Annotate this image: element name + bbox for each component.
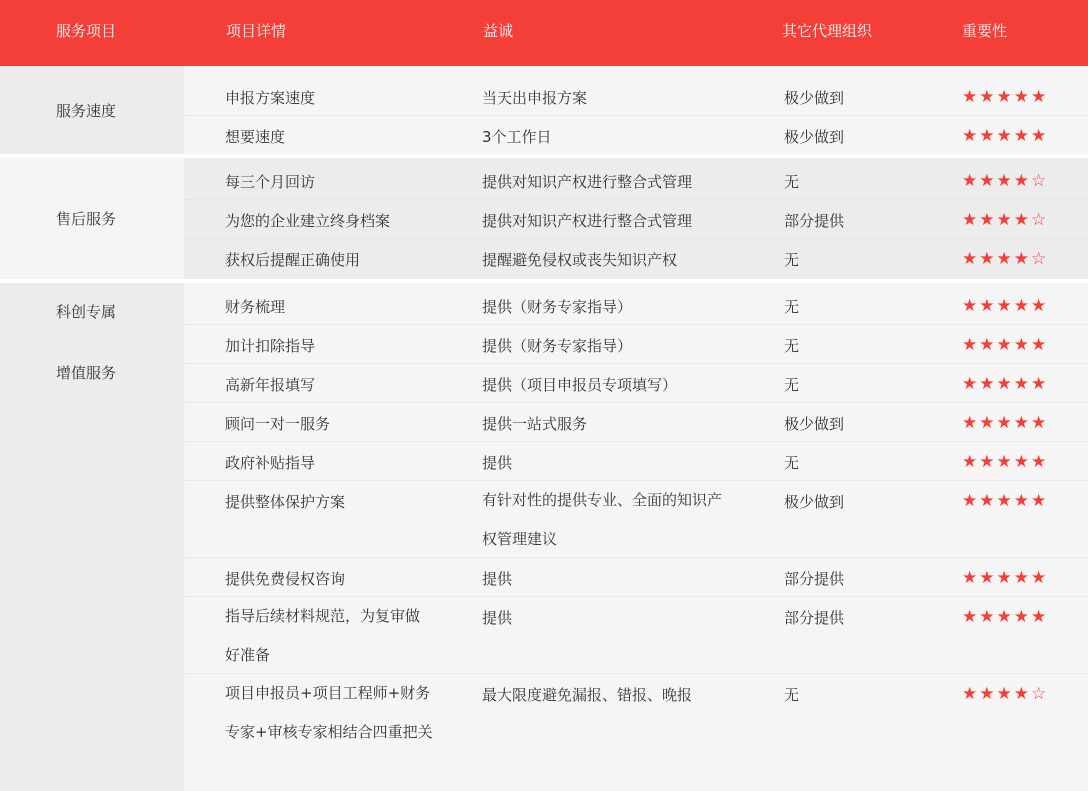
group-label bbox=[0, 158, 184, 279]
star-rating-icon: ★★★★★ bbox=[962, 452, 1049, 472]
header-detail: 项目详情 bbox=[226, 22, 287, 40]
row-others: 极少做到 bbox=[784, 128, 845, 146]
row-yicheng: 当天出申报方案 bbox=[482, 89, 588, 107]
row-detail: 提供免费侵权咨询 bbox=[225, 570, 346, 588]
table-row bbox=[184, 674, 1088, 790]
table-row bbox=[184, 558, 1088, 597]
row-yicheng: 提醒避免侵权或丧失知识产权 bbox=[482, 251, 678, 269]
table-row bbox=[184, 442, 1088, 481]
header-service: 服务项目 bbox=[56, 22, 117, 40]
group-service-speed bbox=[0, 66, 1088, 154]
star-rating-icon: ★★★★☆ bbox=[962, 249, 1049, 269]
row-yicheng: 提供（项目申报员专项填写） bbox=[482, 376, 678, 394]
row-detail: 顾问一对一服务 bbox=[225, 415, 331, 433]
row-detail: 指导后续材料规范，为复审做好准备 bbox=[225, 607, 421, 664]
row-yicheng: 最大限度避免漏报、错报、晚报 bbox=[482, 686, 693, 704]
row-others: 部分提供 bbox=[784, 609, 845, 627]
row-others: 无 bbox=[784, 337, 800, 355]
star-rating-icon: ★★★★★ bbox=[962, 413, 1049, 433]
row-others: 无 bbox=[784, 251, 800, 269]
table-row bbox=[184, 239, 1088, 277]
table-row bbox=[184, 77, 1088, 116]
star-rating-icon: ★★★★★ bbox=[962, 607, 1049, 627]
header-yicheng: 益诚 bbox=[483, 22, 514, 40]
star-rating-icon: ★★★★☆ bbox=[962, 210, 1049, 230]
row-yicheng: 有针对性的提供专业、全面的知识产权管理建议 bbox=[482, 491, 723, 548]
star-rating-icon: ★★★★☆ bbox=[962, 171, 1049, 191]
star-rating-icon: ★★★★☆ bbox=[962, 684, 1049, 704]
row-others: 部分提供 bbox=[784, 212, 845, 230]
star-rating-icon: ★★★★★ bbox=[962, 491, 1049, 511]
row-yicheng: 提供（财务专家指导） bbox=[482, 298, 633, 316]
group-label bbox=[0, 66, 184, 154]
row-detail: 提供整体保护方案 bbox=[225, 493, 346, 511]
row-yicheng: 提供对知识产权进行整合式管理 bbox=[482, 212, 693, 230]
table-row bbox=[184, 286, 1088, 325]
row-yicheng: 提供一站式服务 bbox=[482, 415, 588, 433]
row-detail: 政府补贴指导 bbox=[225, 454, 316, 472]
row-yicheng: 提供（财务专家指导） bbox=[482, 337, 633, 355]
row-others: 极少做到 bbox=[784, 89, 845, 107]
star-rating-icon: ★★★★★ bbox=[962, 126, 1049, 146]
row-detail: 为您的企业建立终身档案 bbox=[225, 212, 391, 230]
row-detail: 每三个月回访 bbox=[225, 173, 316, 191]
star-rating-icon: ★★★★★ bbox=[962, 335, 1049, 355]
group-label bbox=[0, 283, 184, 791]
table-row bbox=[184, 481, 1088, 558]
group-label-text: 售后服务 bbox=[56, 210, 117, 228]
table-row bbox=[184, 200, 1088, 239]
row-detail: 加计扣除指导 bbox=[225, 337, 316, 355]
header-others: 其它代理组织 bbox=[782, 22, 873, 40]
row-detail: 想要速度 bbox=[225, 128, 286, 146]
table-row bbox=[184, 325, 1088, 364]
star-rating-icon: ★★★★★ bbox=[962, 374, 1049, 394]
row-others: 无 bbox=[784, 173, 800, 191]
row-detail: 获权后提醒正确使用 bbox=[225, 251, 361, 269]
row-yicheng: 提供对知识产权进行整合式管理 bbox=[482, 173, 693, 191]
header-importance: 重要性 bbox=[962, 22, 1008, 40]
row-others: 无 bbox=[784, 454, 800, 472]
group-value-added bbox=[0, 283, 1088, 791]
row-yicheng: 提供 bbox=[482, 609, 513, 627]
group-after-sales bbox=[0, 158, 1088, 279]
group-label-line-1: 科创专属 bbox=[56, 303, 117, 321]
star-rating-icon: ★★★★★ bbox=[962, 87, 1049, 107]
table-row bbox=[184, 364, 1088, 403]
row-others: 极少做到 bbox=[784, 415, 845, 433]
row-yicheng: 3个工作日 bbox=[482, 128, 552, 146]
row-yicheng: 提供 bbox=[482, 570, 513, 588]
table-row bbox=[184, 116, 1088, 154]
row-detail: 高新年报填写 bbox=[225, 376, 316, 394]
table-header bbox=[0, 0, 1088, 66]
row-detail: 财务梳理 bbox=[225, 298, 286, 316]
row-others: 无 bbox=[784, 686, 800, 704]
table-row bbox=[184, 403, 1088, 442]
row-others: 极少做到 bbox=[784, 493, 845, 511]
group-label-line-2: 增值服务 bbox=[56, 364, 117, 382]
row-detail: 项目申报员+项目工程师+财务专家+审核专家相结合四重把关 bbox=[225, 684, 433, 741]
star-rating-icon: ★★★★★ bbox=[962, 568, 1049, 588]
row-others: 无 bbox=[784, 298, 800, 316]
row-yicheng: 提供 bbox=[482, 454, 513, 472]
star-rating-icon: ★★★★★ bbox=[962, 296, 1049, 316]
table-row bbox=[184, 597, 1088, 674]
row-detail: 申报方案速度 bbox=[225, 89, 316, 107]
row-others: 部分提供 bbox=[784, 570, 845, 588]
group-label-text: 服务速度 bbox=[56, 101, 117, 120]
row-others: 无 bbox=[784, 376, 800, 394]
table-row bbox=[184, 161, 1088, 200]
